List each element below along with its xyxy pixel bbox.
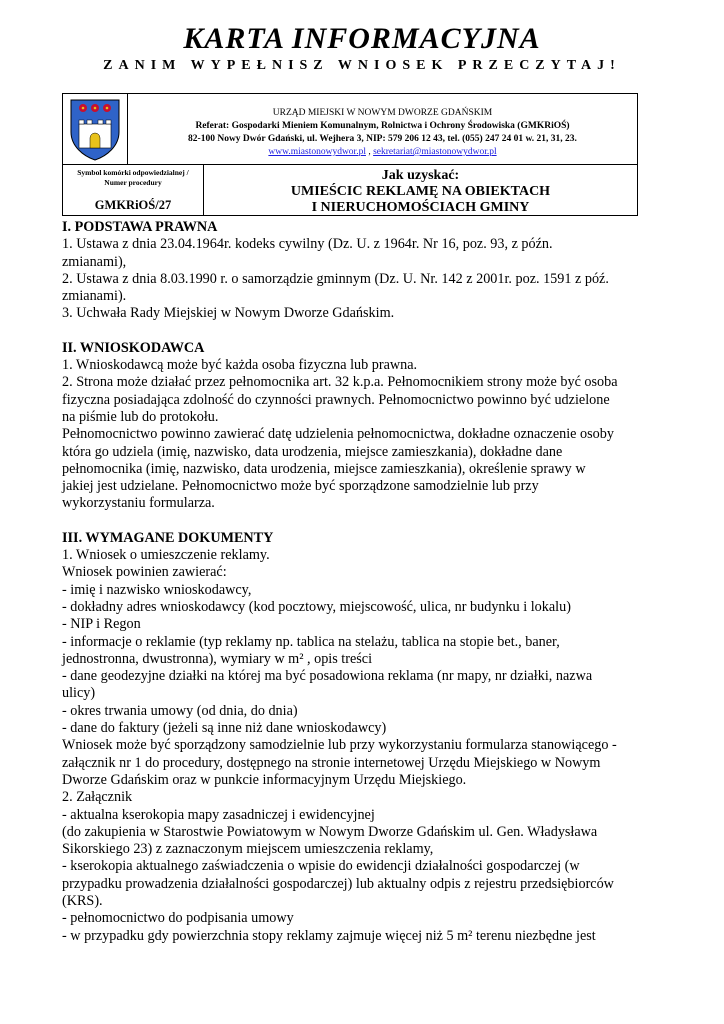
text-line: 1. Wniosek o umieszczenie reklamy.: [62, 547, 270, 564]
text-line: Dworze Gdańskim oraz w punkcie informacyjnym Urzędu Miejskiego.: [62, 771, 467, 788]
text-line: ulicy): [62, 685, 96, 702]
text-line: fizyczna posiadająca zdolność do czynności prawnych. Pełnomocnictwo powinno być udzielone: [62, 391, 610, 408]
procedure-code: GMKRiOŚ/27: [94, 198, 172, 212]
text-line: - pełnomocnictwo do podpisania umowy: [62, 910, 294, 927]
symbol-label-line2: Numer procedury: [104, 178, 162, 187]
section-heading: I. PODSTAWA PRAWNA: [62, 219, 218, 235]
text-line: zmianami),: [62, 253, 127, 270]
text-line: pełnomocnika (imię, nazwisko, data urodzenia, miejsce zamieszkania), określenie sprawy w: [62, 460, 586, 477]
procedure-symbol-cell: [63, 165, 204, 215]
how-label: Jak uzyskać:: [381, 168, 460, 183]
office-address: 82-100 Nowy Dwór Gdański, ul. Wejhera 3, NIP: 579 206 12 43, tel. (055) 247 24 01 w. 21, 31, 23.: [188, 134, 577, 144]
how-title-line1: UMIEŚCIC REKLAMĘ NA OBIEKTACH: [290, 184, 551, 199]
office-links: [128, 146, 637, 159]
text-line: (KRS).: [62, 892, 103, 909]
how-title-line2: I NIERUCHOMOŚCIACH GMINY: [311, 200, 530, 215]
text-line: - w przypadku gdy powierzchnia stopy reklamy zajmuje więcej niż 5 m² terenu niezbędne jest: [62, 927, 596, 944]
logo-cell: [63, 94, 128, 165]
document-body: [62, 219, 642, 945]
office-department: Referat: Gospodarki Mieniem Komunalnym, Rolnictwa i Ochrony Środowiska (GMKRiOŚ): [195, 121, 570, 131]
text-line: - okres trwania umowy (od dnia, do dnia): [62, 702, 298, 719]
text-line: - informacje o reklamie (typ reklamy np. tablica na stelażu, tablica na stopie bet., baner,: [62, 633, 560, 650]
text-line: przypadku prowadzenia działalności gospodarczej) lub aktualny odpis z rejestru przedsiębiorców: [62, 875, 614, 892]
email-link[interactable]: sekretariat@miastonowydwor.pl: [373, 147, 497, 157]
text-line: jednostronna, dwustronna), wymiary w m² , opis treści: [62, 650, 373, 667]
text-line: która go udziela (imię, nazwisko, data urodzenia, miejsce zamieszkania), dokładne dane: [62, 443, 563, 460]
text-line: 3. Uchwała Rady Miejskiej w Nowym Dworze Gdańskim.: [62, 305, 395, 322]
text-line: wykorzystaniu formularza.: [62, 495, 215, 512]
office-name: URZĄD MIEJSKI W NOWYM DWORZE GDAŃSKIM: [272, 108, 493, 118]
section-heading: III. WYMAGANE DOKUMENTY: [62, 529, 274, 546]
how-to-obtain-cell: [204, 165, 637, 215]
text-line: zmianami).: [62, 288, 127, 305]
symbol-label-line1: Symbol komórki odpowiedzialnej /: [77, 168, 189, 177]
section-heading: II. WNIOSKODAWCA: [62, 339, 205, 356]
text-line: 1. Ustawa z dnia 23.04.1964r. kodeks cywilny (Dz. U. z 1964r. Nr 16, poz. 93, z późn.: [62, 236, 553, 253]
symbol-label: [63, 165, 203, 188]
text-line: jakiej jest udzielane. Pełnomocnictwo może być sporządzone samodzielnie lub przy: [62, 478, 539, 495]
text-line: - dane geodezyjne działki na której ma być posadowiona reklama (nr mapy, nr działki, nazwa: [62, 668, 593, 685]
document-subtitle: ZANIM WYPEŁNISZ WNIOSEK PRZECZYTAJ!: [103, 58, 621, 73]
text-line: - kserokopia aktualnego zaświadczenia o wpisie do ewidencji działalności gospodarczej (w: [62, 858, 580, 875]
section-legal-basis: [62, 219, 642, 323]
section-required-documents: [62, 530, 642, 945]
text-line: - aktualna kserokopia mapy zasadniczej i ewidencyjnej: [62, 806, 375, 823]
text-line: (do zakupienia w Starostwie Powiatowym w Nowym Dworze Gdańskim ul. Gen. Władysława: [62, 823, 598, 840]
text-line: 2. Załącznik: [62, 789, 133, 806]
header-table: [62, 93, 638, 216]
text-line: Wniosek może być sporządzony samodzielnie lub przy wykorzystaniu formularza stanowiącego -: [62, 737, 617, 754]
text-line: 2. Strona może działać przez pełnomocnika art. 32 k.p.a. Pełnomocnikiem strony może być osoba: [62, 374, 618, 391]
website-link[interactable]: www.miastonowydwor.pl: [268, 147, 366, 157]
text-line: Wniosek powinien zawierać:: [62, 564, 227, 581]
text-line: Pełnomocnictwo powinno zawierać datę udzielenia pełnomocnictwa, dokładne oznaczenie osoby: [62, 426, 614, 443]
text-line: 1. Wnioskodawcą może być każda osoba fizyczna lub prawna.: [62, 357, 418, 374]
office-info: [128, 94, 637, 165]
text-line: - dane do faktury (jeżeli są inne niż dane wnioskodawcy): [62, 720, 387, 737]
section-applicant: [62, 340, 642, 513]
document-title: KARTA INFORMACYJNA: [183, 22, 541, 55]
text-line: - NIP i Regon: [62, 616, 141, 633]
link-separator: ,: [365, 147, 374, 157]
text-line: - dokładny adres wnioskodawcy (kod pocztowy, miejscowość, ulica, nr budynku i lokalu): [62, 598, 571, 615]
text-line: załącznik nr 1 do procedury, dostępnego na stronie internetowej Urzędu Miejskiego w Nowym: [62, 754, 601, 771]
text-line: 2. Ustawa z dnia 8.03.1990 r. o samorządzie gminnym (Dz. U. Nr. 142 z 2001r. poz. 1591 z póź.: [62, 270, 609, 287]
coat-of-arms-icon: [63, 94, 127, 164]
text-line: Sikorskiego 23) z zaznaczonym miejscem umieszczenia reklamy,: [62, 841, 434, 858]
text-line: - imię i nazwisko wnioskodawcy,: [62, 581, 252, 598]
text-line: na piśmie lub do protokołu.: [62, 408, 219, 425]
